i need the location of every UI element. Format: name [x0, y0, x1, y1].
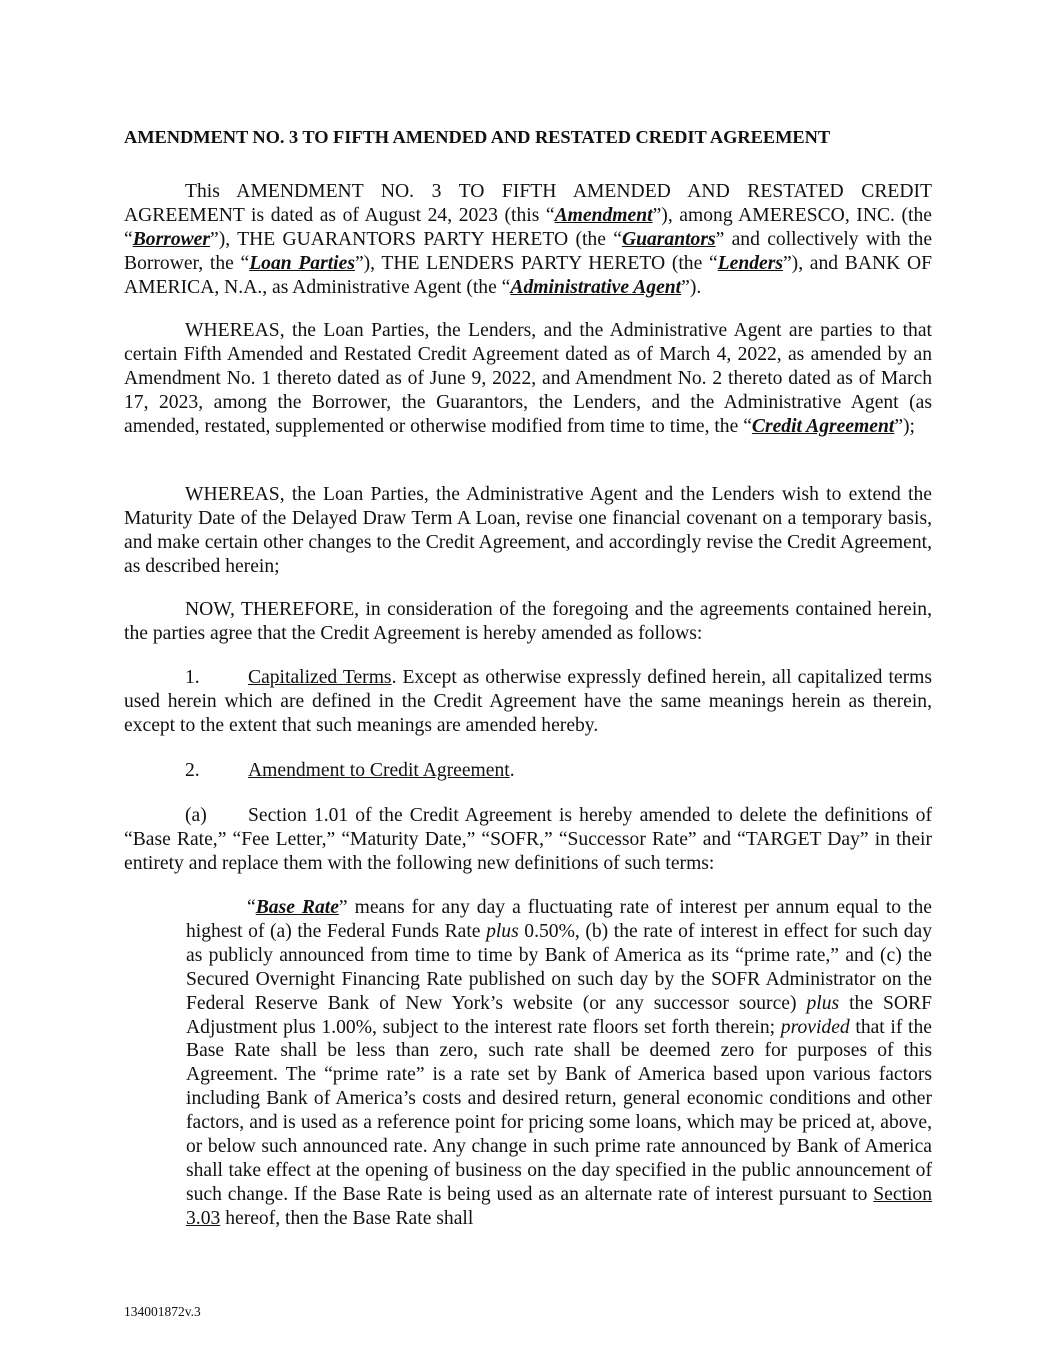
section-number: 1. — [185, 667, 200, 688]
section-reference-link: Section 3.03 — [186, 1183, 932, 1229]
defined-term-amendment: Amendment — [554, 204, 653, 226]
defined-term-guarantors: Guarantors — [621, 228, 716, 250]
clause-a: (a) Section 1.01 of the Credit Agreement is hereby amended to delete the definitions of “Base Rate,” “Fee Letter,” “Maturity Date,” “SOFR,” “Successor Rate” and “TARGET Day” in their entirety and replace them with the following new definitions of such terms: — [124, 805, 932, 874]
defined-term-base-rate: Base Rate — [255, 897, 339, 918]
now-therefore-paragraph: NOW, THEREFORE, in consideration of the foregoing and the agreements contained herein, the parties agree that the Credit Agreement is hereby amended as follows: — [124, 599, 932, 644]
whereas-paragraph-1: WHEREAS, the Loan Parties, the Lenders, and the Administrative Agent are parties to that certain Fifth Amended and Restated Credit Agreement dated as of March 4, 2022, as amended by an Amendment No. 1 thereto dated as of June 9, 2022, and Amendment No. 2 thereto dated as of March 17, 2023, among the Borrower, the Guarantors, the Lenders, and the Administrative Agent (as amended, restated, supplemented or otherwise modified from time to time, the “Credit Agreement”); — [124, 320, 932, 437]
section-number: 2. — [185, 760, 200, 781]
section-heading: Amendment to Credit Agreement — [248, 760, 510, 781]
section-1-capitalized-terms: 1. Capitalized Terms. Except as otherwise expressly defined herein, all capitalized terms used herein which are defined in the Credit Agreement have the same meanings herein as therein, except to the extent that such meanings are amended hereby. — [124, 667, 932, 736]
clause-label: (a) — [185, 805, 207, 826]
defined-term-borrower: Borrower — [132, 228, 211, 250]
defined-term-administrative-agent: Administrative Agent — [510, 276, 682, 298]
section-2-amendment: 2. Amendment to Credit Agreement. — [185, 760, 515, 781]
defined-term-loan-parties: Loan Parties — [249, 252, 355, 274]
whereas-paragraph-2: WHEREAS, the Loan Parties, the Administrative Agent and the Lenders wish to extend the Maturity Date of the Delayed Draw Term A Loan, revise one financial covenant on a temporary basis, and make certain other changes to the Credit Agreement, and accordingly revise the Credit Agreement, as described herein; — [124, 484, 932, 577]
document-id-footer: 134001872v.3 — [124, 1304, 201, 1319]
defined-term-lenders: Lenders — [717, 252, 783, 274]
document-title: AMENDMENT NO. 3 TO FIFTH AMENDED AND RESTATED CREDIT AGREEMENT — [124, 127, 831, 147]
intro-paragraph: This AMENDMENT NO. 3 TO FIFTH AMENDED AND RESTATED CREDIT AGREEMENT is dated as of August 24, 2023 (this “Amendment”), among AMERESCO, INC. (the “Borrower”), THE GUARANTORS PARTY HERETO (the “Guarantors” and collectively with the Borrower, the “Loan Parties”), THE LENDERS PARTY HERETO (the “Lenders”), and BANK OF AMERICA, N.A., as Administrative Agent (the “Administrative Agent”). — [124, 181, 933, 298]
definition-base-rate: “Base Rate” means for any day a fluctuating rate of interest per annum equal to the highest of (a) the Federal Funds Rate plus 0.50%, (b) the rate of interest in effect for such day as publicly announced from time to time by Bank of America as its “prime rate,” and (c) the Secured Overnight Financing Rate published on such day by the SOFR Administrator on the Federal Reserve Bank of New York’s website (or any successor source) plus the SORF Adjustment plus 1.00%, subject to the interest rate floors set forth therein; provided that if the Base Rate shall be less than zero, such rate shall be deemed zero for purposes of this Agreement. The “prime rate” is a rate set by Bank of America based upon various factors including Bank of America’s costs and desired return, general economic conditions and other factors, and is used as a reference point for pricing some loans, which may be priced at, above, or below such announced rate. Any change in such prime rate announced by Bank of America shall take effect at the opening of business on the day specified in the public announcement of such change. If the Base Rate is being used as an alternate rate of interest pursuant to Section 3.03 hereof, then the Base Rate shall — [186, 897, 932, 1229]
section-heading: Capitalized Terms — [248, 667, 392, 688]
defined-term-credit-agreement: Credit Agreement — [751, 415, 895, 437]
